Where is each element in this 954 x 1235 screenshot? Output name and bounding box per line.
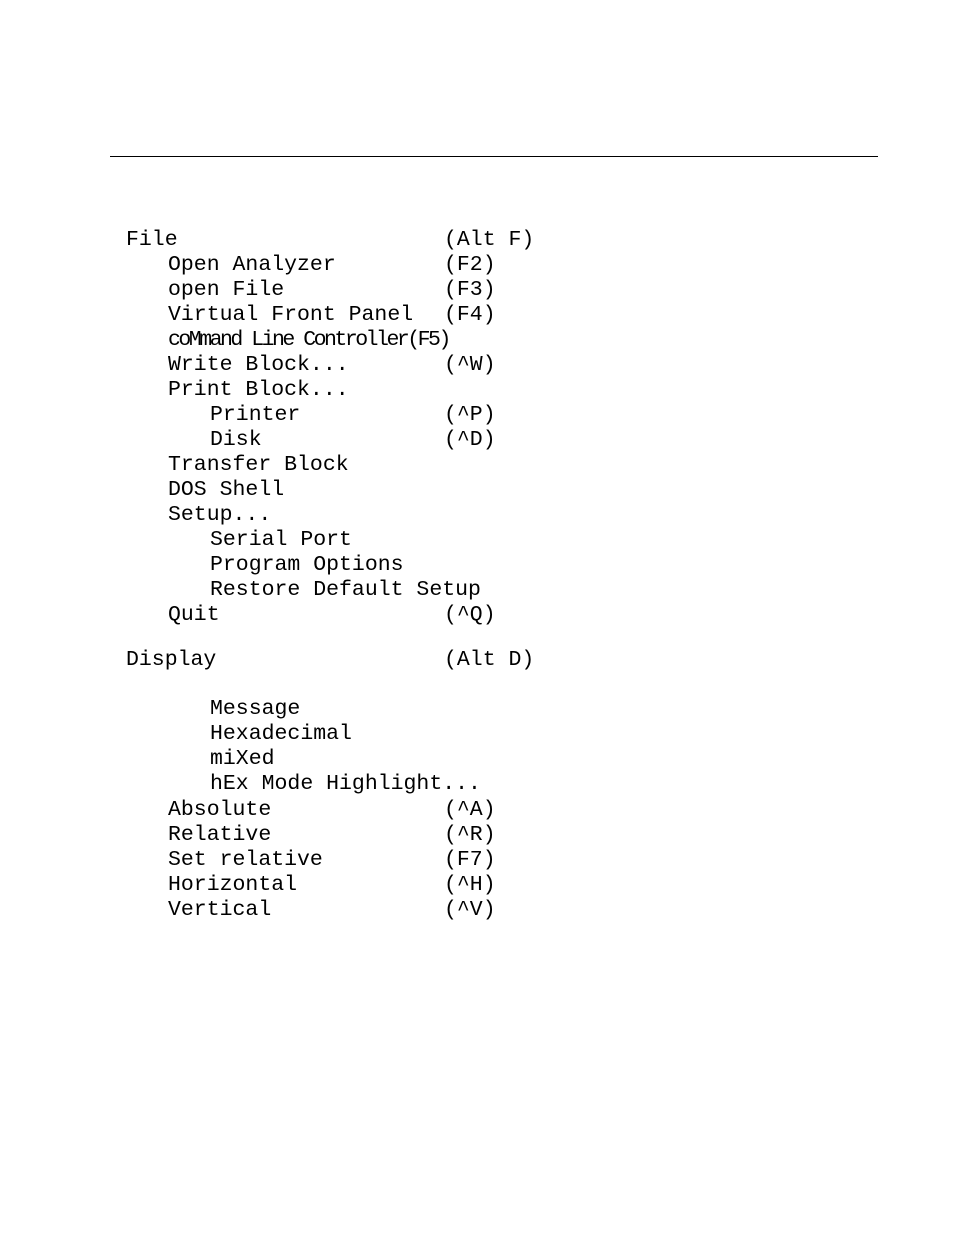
menu-item-label: open File [168,278,285,302]
menu-item-hexadecimal[interactable] [0,722,352,746]
menu-item-set-relative[interactable] [0,848,496,872]
menu-item-write-block[interactable] [0,353,496,377]
menu-item-shortcut: (^V) [444,898,496,922]
menu-item-virtual-front-panel[interactable] [0,303,496,327]
menu-item-label: Absolute [168,798,272,822]
menu-item-serial-port[interactable] [0,528,352,552]
menu-item-label: Quit [168,603,220,627]
menu-item-label: Setup... [168,503,272,527]
menu-item-label: Disk [210,428,262,452]
menu-item-label: Transfer Block [168,453,349,477]
menu-item-shortcut: (F4) [444,303,496,327]
menu-item-label: Serial Port [210,528,352,552]
menu-item-relative[interactable] [0,823,496,847]
menu-item-label: Print Block... [168,378,349,402]
menu-item-quit[interactable] [0,603,496,627]
menu-item-disk[interactable] [0,428,496,452]
menu-item-vertical[interactable] [0,898,496,922]
menu-item-label: Vertical [168,898,272,922]
menu-file-shortcut: (Alt F) [444,228,535,252]
menu-item-mixed[interactable] [0,747,275,771]
menu-item-print-block[interactable] [0,378,349,402]
menu-item-label: Open Analyzer [168,253,336,277]
menu-item-horizontal[interactable] [0,873,496,897]
menu-file[interactable] [0,228,535,252]
menu-item-message[interactable] [0,697,301,721]
menu-item-setup[interactable] [0,503,272,527]
menu-item-label: Write Block... [168,353,349,377]
menu-item-printer[interactable] [0,403,496,427]
menu-item-label: coMmand Line Controller(F5) [168,328,449,352]
menu-item-shortcut: (^Q) [444,603,496,627]
menu-item-absolute[interactable] [0,798,496,822]
menu-item-label: hEx Mode Highlight... [210,772,481,796]
menu-item-dos-shell[interactable] [0,478,285,502]
menu-display-shortcut: (Alt D) [444,648,535,672]
menu-item-label: miXed [210,747,275,771]
menu-item-shortcut: (F7) [444,848,496,872]
menu-item-shortcut: (^R) [444,823,496,847]
menu-display-label: Display [126,648,217,672]
menu-item-label: DOS Shell [168,478,285,502]
menu-item-restore-default-setup[interactable] [0,578,481,602]
menu-item-label: Virtual Front Panel [168,303,414,327]
menu-item-program-options[interactable] [0,553,404,577]
menu-item-label: Set relative [168,848,323,872]
menu-item-open-analyzer[interactable] [0,253,496,277]
menu-item-shortcut: (^P) [444,403,496,427]
menu-item-label: Message [210,697,301,721]
menu-item-shortcut: (^A) [444,798,496,822]
menu-item-transfer-block[interactable] [0,453,349,477]
menu-item-label: Hexadecimal [210,722,352,746]
menu-display[interactable] [0,648,535,672]
menu-item-label: Horizontal [168,873,298,897]
menu-item-command-line-controller[interactable] [0,328,449,352]
menu-item-shortcut: (^H) [444,873,496,897]
menu-item-shortcut: (F3) [444,278,496,302]
menu-item-label: Printer [210,403,301,427]
menu-item-label: Relative [168,823,272,847]
menu-item-shortcut: (F2) [444,253,496,277]
menu-file-label: File [126,228,178,252]
menu-item-shortcut: (^D) [444,428,496,452]
menu-item-open-file[interactable] [0,278,496,302]
menu-item-shortcut: (^W) [444,353,496,377]
menu-item-hex-mode-highlight[interactable] [0,772,481,796]
menu-item-label: Restore Default Setup [210,578,481,602]
menu-item-label: Program Options [210,553,404,577]
